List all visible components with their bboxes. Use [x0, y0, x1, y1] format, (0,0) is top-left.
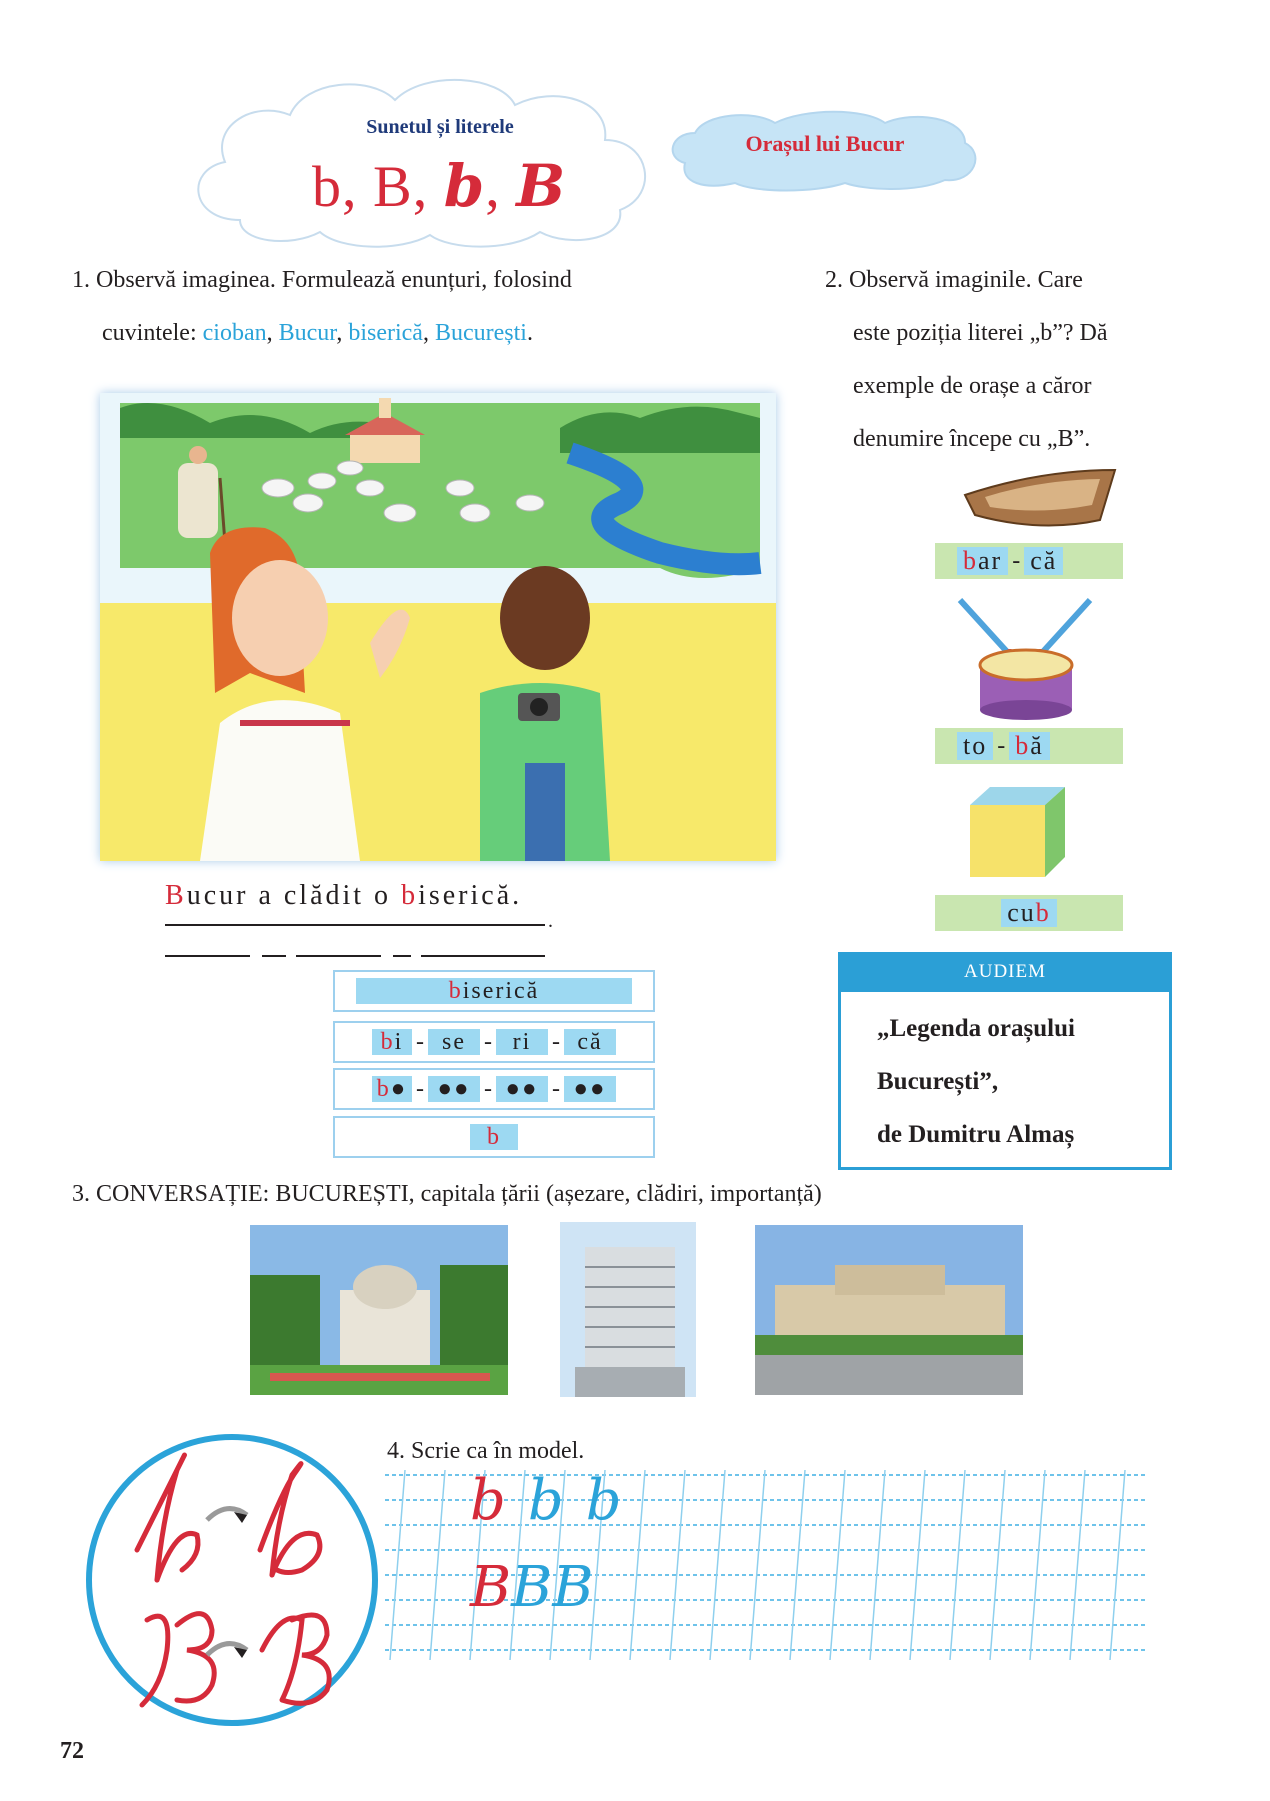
- syllable-rest: i: [394, 1029, 404, 1055]
- sound-dots: ●●: [437, 1076, 471, 1102]
- syllable-dash: -: [997, 732, 1006, 759]
- comma: ,: [266, 320, 279, 346]
- lesson-subtitle: Sunetul și literele: [366, 116, 514, 138]
- cursive-row-2: [470, 1555, 593, 1620]
- syllable-dash: -: [1012, 547, 1021, 574]
- comma: ,: [336, 320, 349, 346]
- sound-chip-1: [372, 1076, 412, 1102]
- sound-dash: -: [416, 1075, 424, 1102]
- lesson-topic: Orașul lui Bucur: [745, 131, 905, 156]
- syllable-chip-3: [496, 1029, 548, 1055]
- boat-icon: [960, 465, 1120, 535]
- word-biserica: biserică: [348, 320, 423, 346]
- exercise-2-line3: exemple de orașe a căror: [853, 373, 1092, 399]
- syllable-box: [333, 1021, 655, 1063]
- parliament-photo: [755, 1225, 1023, 1395]
- exercise-2-line1: 2. Observă imaginile. Care: [825, 267, 1083, 293]
- sound-box: [333, 1068, 655, 1110]
- word-red-letter: b: [448, 978, 463, 1004]
- audiem-line-2: București”,: [877, 1068, 999, 1095]
- boat-syllable-1: [957, 547, 1008, 575]
- syllable-rest: ă: [1030, 731, 1044, 760]
- drum-icon: [945, 595, 1105, 720]
- sound-dash: -: [484, 1075, 492, 1102]
- exercise-1-line1: 1. Observă imaginea. Formulează enunțuri, folosind: [72, 267, 572, 293]
- sound-dots: ●: [390, 1076, 408, 1102]
- letter-model-circle: [82, 1430, 382, 1730]
- hotel-photo: [560, 1222, 696, 1397]
- exercise-1-line2: [72, 307, 712, 360]
- boat-syllable-2: că: [1024, 547, 1063, 575]
- exercise-3: 3. CONVERSAȚIE: BUCUREȘTI, capitala țării (așezare, clădiri, importanță): [72, 1181, 822, 1207]
- comma: ,: [422, 320, 435, 346]
- syllable-rest: ri: [512, 1029, 532, 1055]
- letter-b-print: b: [312, 154, 342, 219]
- sound-dots: ●●: [573, 1076, 607, 1102]
- sentence-red-letter-2: b: [401, 880, 419, 911]
- syllable-chip-1: [372, 1029, 412, 1055]
- athenaeum-photo: [250, 1225, 508, 1395]
- sound-chip-4: [564, 1076, 616, 1102]
- exercise-2-line2: este poziția literei „b”? Dă: [853, 320, 1108, 346]
- cursive-B-model: B: [470, 1555, 512, 1620]
- sound-dash: -: [552, 1075, 560, 1102]
- syllable-dash: -: [484, 1028, 492, 1055]
- cursive-b-model: b: [470, 1468, 506, 1533]
- page-number: 72: [60, 1738, 84, 1764]
- scene-illustration: [100, 393, 776, 861]
- syllable-chip-4: [564, 1029, 616, 1055]
- drum-syllable-1: to: [957, 732, 993, 760]
- word-box: [333, 970, 655, 1012]
- exercise-2: [825, 254, 1185, 466]
- letter-b-cursive: b: [443, 152, 486, 220]
- cursive-B-copy-1: B: [511, 1555, 553, 1620]
- boat-syllables: [935, 543, 1123, 579]
- drum-syllables: [935, 728, 1123, 764]
- scene-drawing: [100, 393, 776, 861]
- church-icon: [350, 433, 420, 463]
- red-letter: b: [963, 546, 978, 575]
- letter-box: [333, 1116, 655, 1158]
- cursive-row-1: [470, 1468, 622, 1533]
- cube-syllables: [935, 895, 1123, 931]
- audiem-heading: AUDIEM: [838, 952, 1172, 992]
- red-letter: b: [1015, 731, 1031, 760]
- sentence-part-1: ucur a clădit o: [186, 880, 402, 911]
- sound-chip-3: [496, 1076, 548, 1102]
- syllable-rest: că: [577, 1029, 603, 1055]
- syllable-chip-2: [428, 1029, 480, 1055]
- word-line-3: [296, 955, 381, 957]
- writing-line-1: [165, 924, 545, 926]
- syllable-rest: ar: [978, 546, 1003, 575]
- word-line-2: [262, 955, 286, 957]
- sentence-red-letter-1: B: [165, 880, 187, 911]
- writing-line-1-end: .: [548, 910, 553, 932]
- exercise-2-line4: denumire începe cu „B”.: [853, 426, 1091, 452]
- sound-red: b: [376, 1076, 391, 1102]
- audiem-line-1: „Legenda orașului: [877, 1015, 1075, 1042]
- syllable-red: b: [380, 1029, 395, 1055]
- letter-B-cursive: B: [516, 152, 567, 220]
- audiem-line-3: de Dumitru Almaș: [877, 1121, 1075, 1148]
- lesson-letters: b, B, b, B: [312, 152, 567, 220]
- exercise-4: 4. Scrie ca în model.: [387, 1438, 585, 1464]
- sentence-part-2: iserică.: [418, 880, 523, 911]
- word-line-5: [421, 955, 545, 957]
- model-sentence: [165, 880, 522, 912]
- cube-syllable: [1001, 899, 1057, 927]
- audiem-box: [838, 992, 1172, 1170]
- syllable-dash: -: [552, 1028, 560, 1055]
- word-cioban: cioban: [202, 320, 267, 346]
- word-line-4: [393, 955, 411, 957]
- cursive-B-copy-2: B: [552, 1555, 594, 1620]
- word-bucur: Bucur: [278, 320, 337, 346]
- word-rest: iserică: [462, 978, 540, 1004]
- words-prefix: cuvintele:: [102, 320, 203, 346]
- word-bucuresti: București: [434, 320, 527, 346]
- cursive-b-copy-2: b: [585, 1468, 622, 1533]
- word-chip: [356, 978, 632, 1004]
- cube-icon: [965, 785, 1070, 880]
- letter-B-print: B: [373, 154, 413, 219]
- sound-dots: ●●: [505, 1076, 539, 1102]
- cursive-b-copy-1: b: [527, 1468, 564, 1533]
- sound-chip-2: [428, 1076, 480, 1102]
- word-line-1: [165, 955, 250, 957]
- period: .: [526, 320, 533, 346]
- syllable-dash: -: [416, 1028, 424, 1055]
- letter-chip: b: [470, 1124, 518, 1150]
- syllable-start: cu: [1007, 898, 1036, 927]
- drum-syllable-2: [1009, 732, 1050, 760]
- syllable-rest: se: [442, 1029, 466, 1055]
- exercise-1: [72, 254, 712, 360]
- red-letter: b: [1035, 898, 1051, 927]
